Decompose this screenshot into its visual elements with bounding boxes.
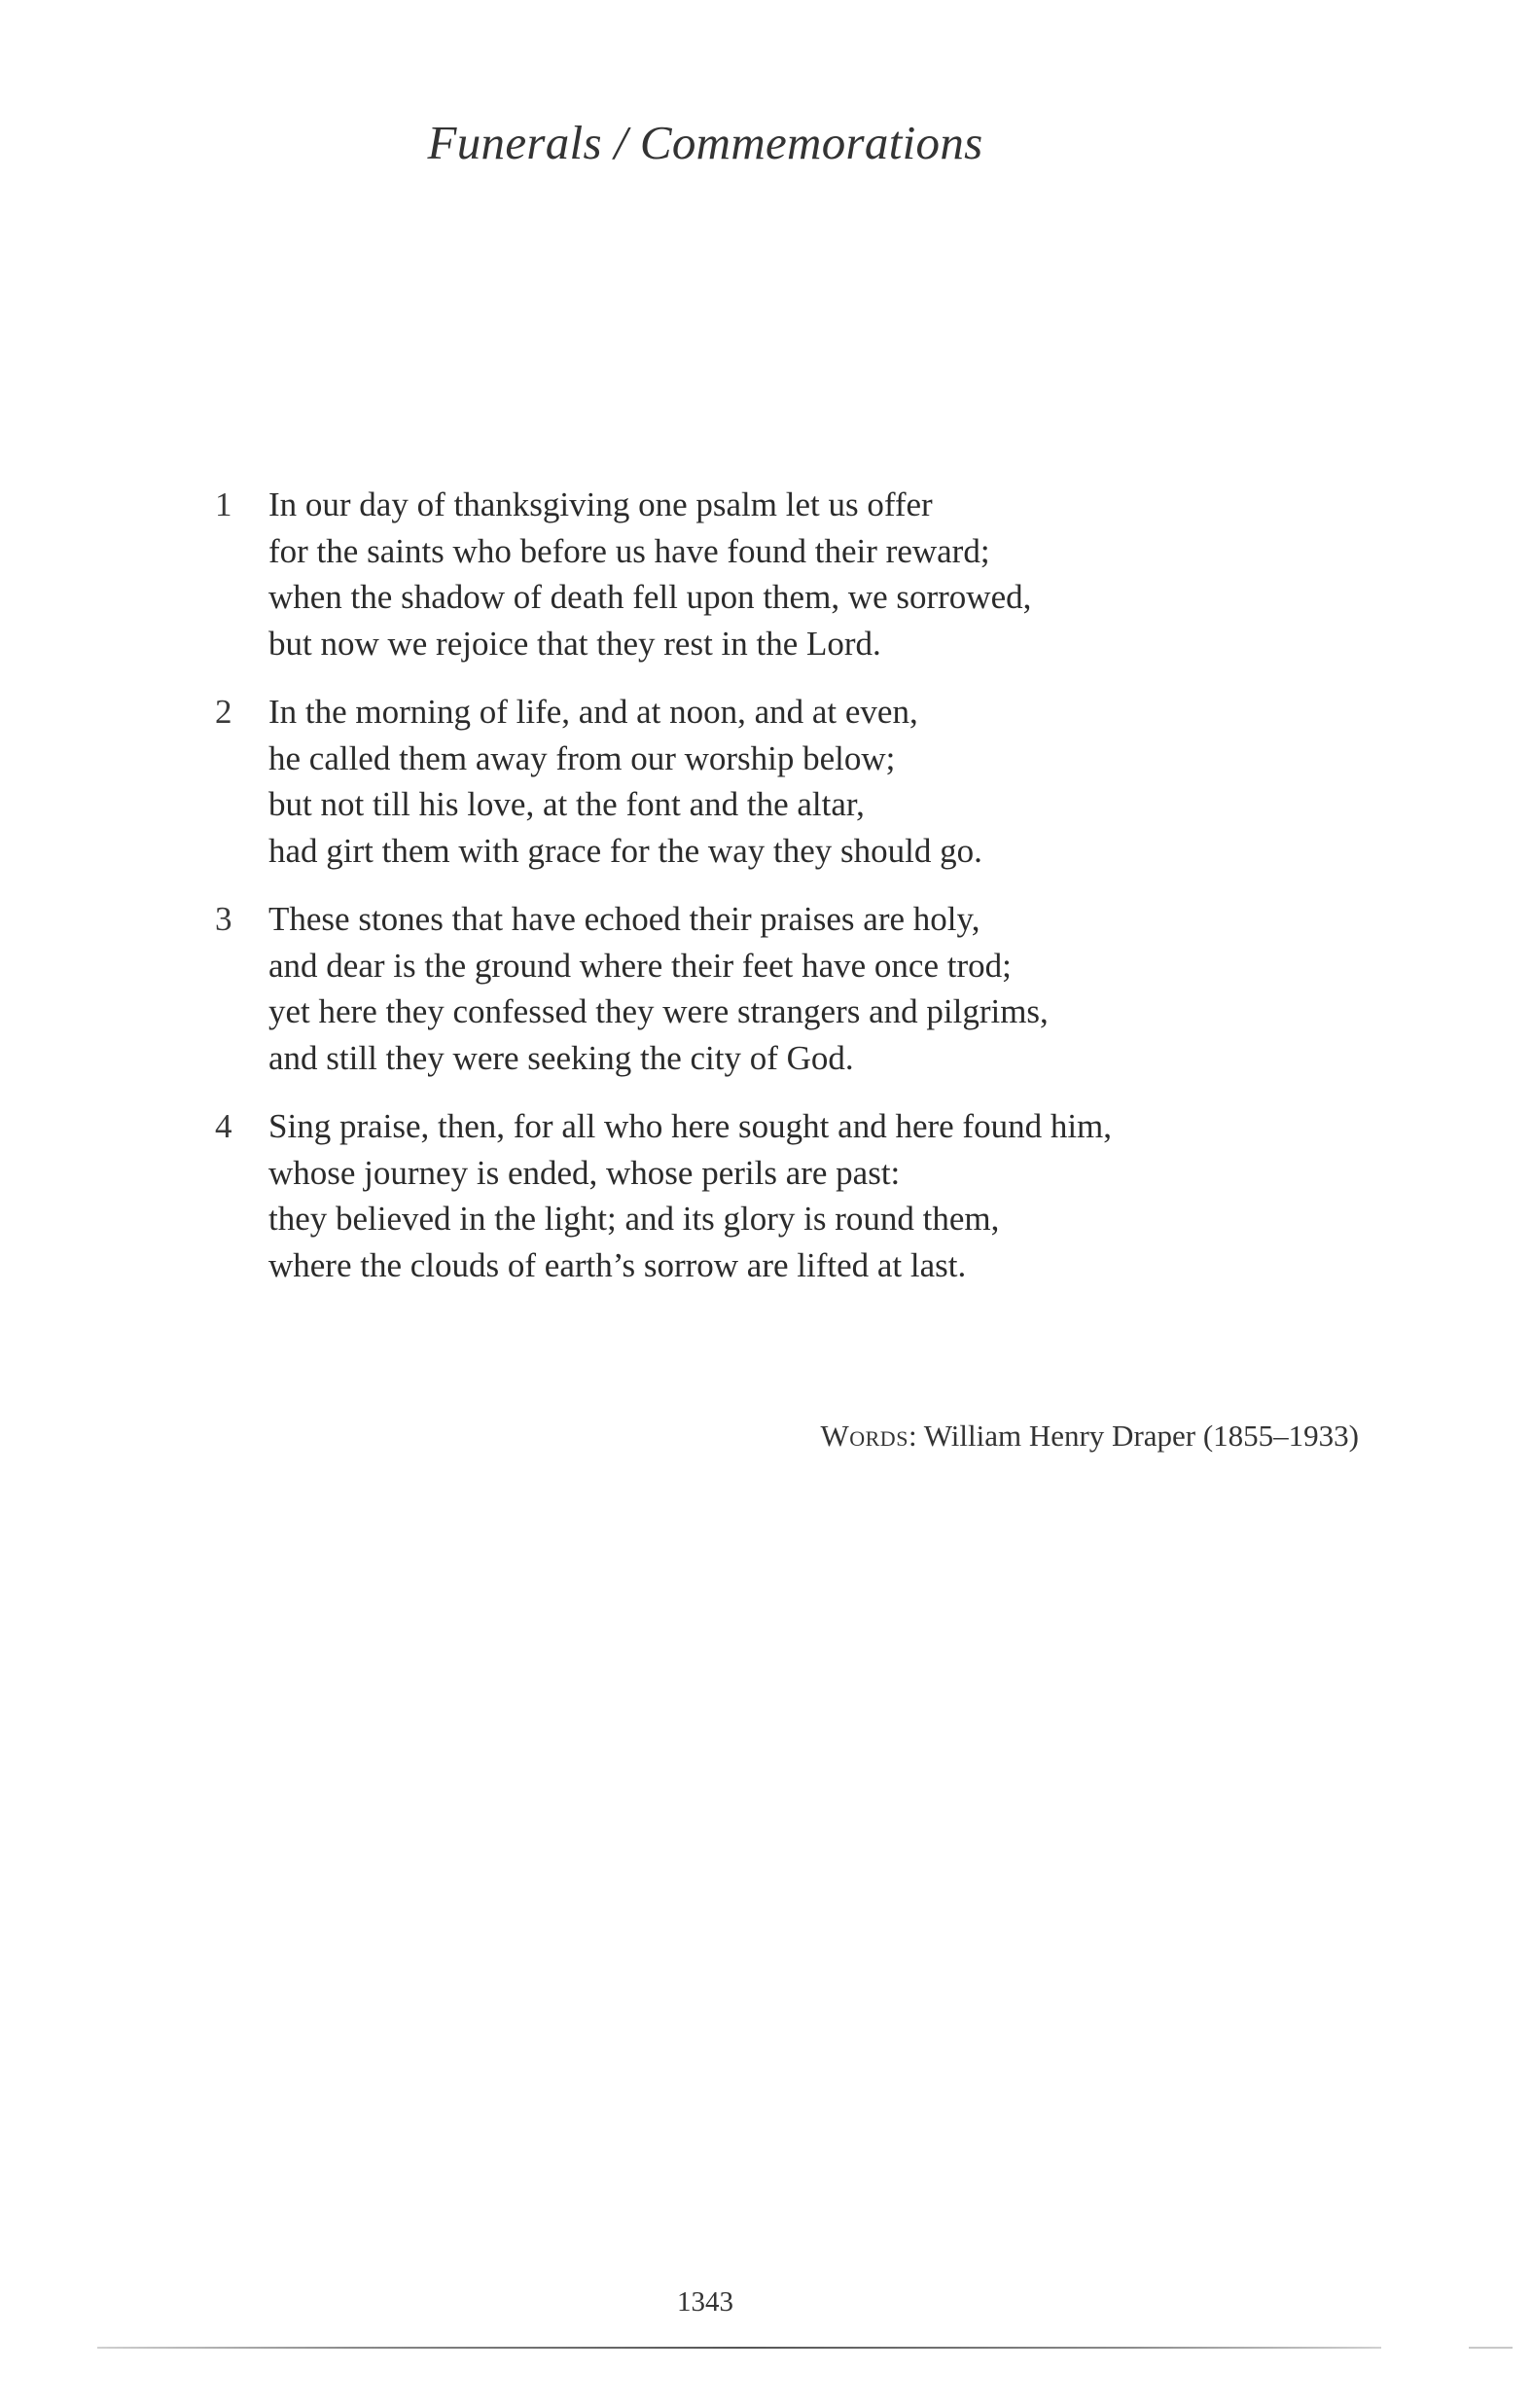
verse-lines bbox=[268, 482, 1031, 666]
verse-line: In the morning of life, and at noon, and at even, bbox=[268, 693, 918, 731]
footer-rule-fragment bbox=[1469, 2347, 1513, 2349]
page-number: 1343 bbox=[677, 2286, 733, 2318]
verse-number: 1 bbox=[215, 485, 232, 523]
verse-line: they believed in the light; and its glory is round them, bbox=[268, 1200, 1000, 1238]
verse-line: and still they were seeking the city of God. bbox=[268, 1038, 854, 1077]
verse-line: but not till his love, at the font and the altar, bbox=[268, 785, 865, 823]
verse-line: but now we rejoice that they rest in the Lord. bbox=[268, 624, 881, 663]
verse-line: In our day of thanksgiving one psalm let us offer bbox=[268, 485, 933, 523]
verse-line: and dear is the ground where their feet have once trod; bbox=[268, 946, 1012, 985]
verse-line: where the clouds of earth’s sorrow are lifted at last. bbox=[268, 1245, 967, 1284]
verse-line: whose journey is ended, whose perils are past: bbox=[268, 1153, 901, 1192]
verse-line: had girt them with grace for the way they should go. bbox=[268, 831, 982, 870]
verse-2 bbox=[206, 689, 1325, 874]
footer-rule bbox=[97, 2347, 1381, 2349]
words-attribution bbox=[820, 1419, 1359, 1454]
page-title: Funerals / Commemorations bbox=[427, 116, 983, 169]
verse-number: 4 bbox=[215, 1107, 232, 1145]
verse-lines bbox=[268, 689, 982, 874]
verse-line: Sing praise, then, for all who here sought and here found him, bbox=[268, 1107, 1113, 1145]
verse-1 bbox=[206, 482, 1325, 666]
verse-line: he called them away from our worship below; bbox=[268, 738, 896, 777]
verse-3 bbox=[206, 896, 1325, 1081]
verse-line: when the shadow of death fell upon them, we sorrowed, bbox=[268, 578, 1032, 616]
attribution-label: Words bbox=[820, 1419, 909, 1453]
verse-line: for the saints who before us have found their reward; bbox=[268, 531, 990, 570]
verse-lines bbox=[268, 896, 1049, 1081]
verse-number: 3 bbox=[215, 900, 232, 938]
attribution-text: : William Henry Draper (1855–1933) bbox=[908, 1419, 1359, 1453]
hymn-text bbox=[206, 482, 1325, 1311]
verse-line: These stones that have echoed their praises are holy, bbox=[268, 900, 980, 938]
verse-4 bbox=[206, 1103, 1325, 1288]
verse-line: yet here they confessed they were strangers and pilgrims, bbox=[268, 992, 1049, 1030]
verse-number: 2 bbox=[215, 693, 232, 731]
verse-lines bbox=[268, 1103, 1112, 1288]
